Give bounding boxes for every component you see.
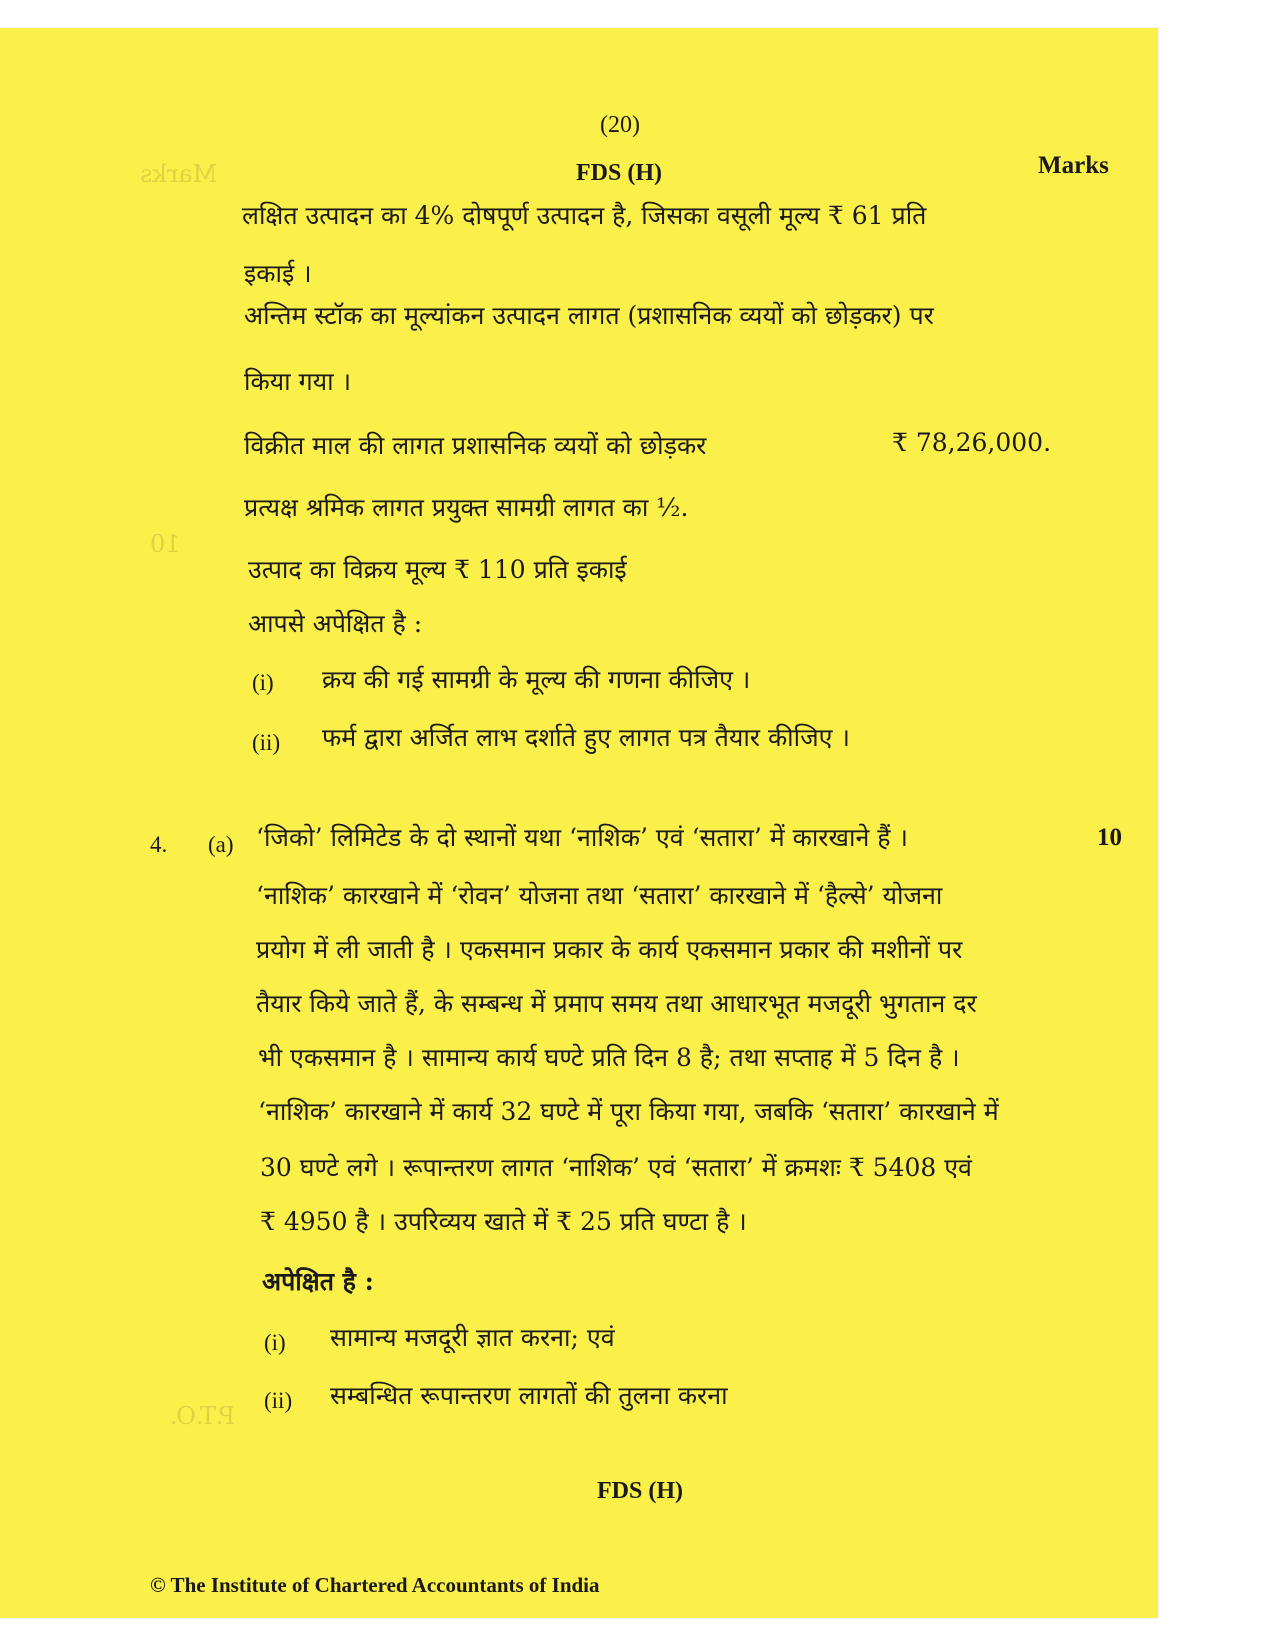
required-heading: आपसे अपेक्षित है :: [248, 609, 423, 638]
cost-of-goods-sold-value: ₹ 78,26,000.: [892, 428, 1052, 457]
question-line: ‘नाशिक’ कारखाने में ‘रोवन’ योजना तथा ‘सतारा’ कारखाने में ‘हैल्से’ योजना: [256, 881, 943, 910]
requirement-text: सामान्य मजदूरी ज्ञात करना; एवं: [330, 1323, 615, 1352]
show-through-text: Marks: [140, 160, 218, 188]
question-marks: 10: [1097, 824, 1122, 851]
question-line: भी एकसमान है । सामान्य कार्य घण्टे प्रति दिन 8 है; तथा सप्ताह में 5 दिन है ।: [258, 1043, 960, 1072]
continuation-line: इकाई ।: [244, 259, 312, 288]
continuation-line: अन्तिम स्टॉक का मूल्यांकन उत्पादन लागत (प्रशासनिक व्ययों को छोड़कर) पर: [244, 301, 934, 330]
selling-price-line: उत्पाद का विक्रय मूल्य ₹ 110 प्रति इकाई: [248, 555, 627, 584]
requirement-text: फर्म द्वारा अर्जित लाभ दर्शाते हुए लागत पत्र तैयार कीजिए ।: [322, 723, 850, 752]
question-line: तैयार किये जाते हैं, के सम्बन्ध में प्रमाप समय तथा आधारभूत मजदूरी भुगतान दर: [256, 989, 977, 1018]
cost-of-goods-sold-label: विक्रीत माल की लागत प्रशासनिक व्ययों को छोड़कर: [244, 431, 707, 460]
requirement-label: (i): [264, 1330, 286, 1355]
show-through-text: P.T.O.: [170, 1402, 235, 1430]
requirement-text: सम्बन्धित रूपान्तरण लागतों की तुलना करना: [330, 1381, 728, 1410]
question-line: 30 घण्टे लगे । रूपान्तरण लागत ‘नाशिक’ एवं ‘सतारा’ में क्रमशः ₹ 5408 एवं: [260, 1153, 972, 1182]
continuation-line: किया गया ।: [244, 367, 352, 396]
paper-code-footer: FDS (H): [597, 1478, 683, 1504]
requirement-label: (ii): [252, 730, 281, 755]
continuation-line: लक्षित उत्पादन का 4% दोषपूर्ण उत्पादन है, जिसका वसूली मूल्य ₹ 61 प्रति: [242, 201, 927, 230]
question-required-heading: अपेक्षित है :: [262, 1267, 374, 1296]
question-part: (a): [208, 832, 234, 857]
copyright-notice: © The Institute of Chartered Accountants of India: [150, 1573, 600, 1597]
page-number: (20): [600, 112, 640, 138]
requirement-label: (ii): [264, 1388, 293, 1413]
show-through-text: 10: [150, 530, 181, 558]
question-line: प्रयोग में ली जाती है । एकसमान प्रकार के कार्य एकसमान प्रकार की मशीनों पर: [256, 935, 963, 964]
question-line: ‘नाशिक’ कारखाने में कार्य 32 घण्टे में पूरा किया गया, जबकि ‘सतारा’ कारखाने में: [258, 1097, 999, 1126]
question-line: ‘जिको’ लिमिटेड के दो स्थानों यथा ‘नाशिक’ एवं ‘सतारा’ में कारखाने हैं ।: [256, 823, 908, 852]
requirement-text: क्रय की गई सामग्री के मूल्य की गणना कीजिए ।: [322, 665, 751, 694]
requirement-label: (i): [252, 670, 274, 695]
direct-labour-line: प्रत्यक्ष श्रमिक लागत प्रयुक्त सामग्री लागत का ½.: [244, 493, 689, 522]
paper-code-header: FDS (H): [576, 160, 662, 186]
marks-column-heading: Marks: [1038, 152, 1109, 179]
question-line: ₹ 4950 है । उपरिव्यय खाते में ₹ 25 प्रति घण्टा है ।: [260, 1207, 747, 1236]
question-number: 4.: [150, 832, 168, 857]
